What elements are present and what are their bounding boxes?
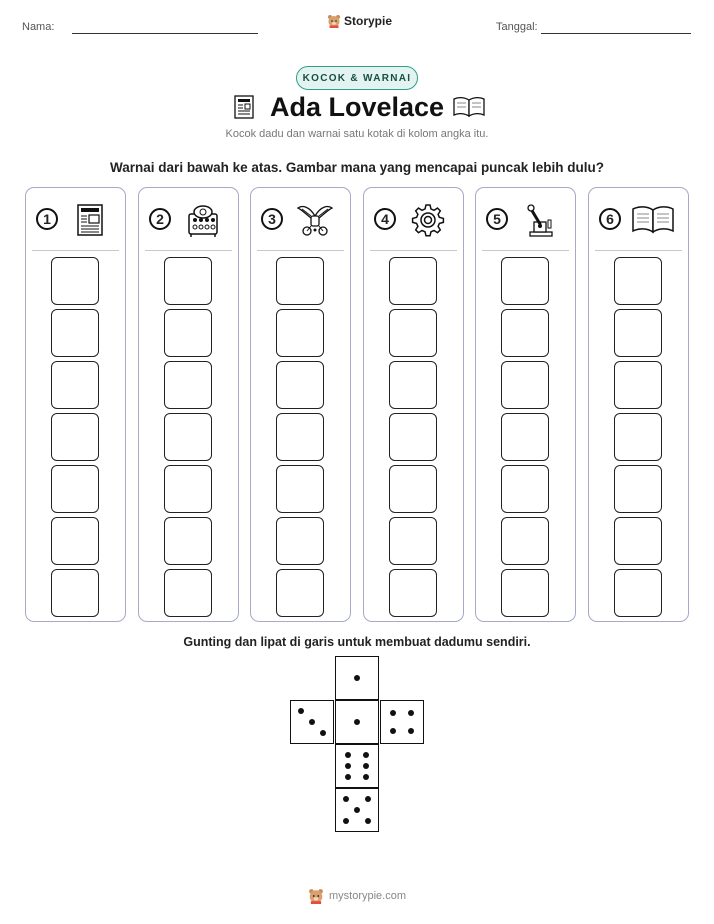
- color-box[interactable]: [51, 309, 99, 357]
- pip: [365, 796, 371, 802]
- column-3: [250, 187, 351, 622]
- name-label: Nama:: [22, 21, 55, 33]
- column-header: [139, 188, 238, 250]
- pip: [390, 728, 396, 734]
- color-box[interactable]: [164, 257, 212, 305]
- color-box[interactable]: [51, 517, 99, 565]
- color-box[interactable]: [501, 361, 549, 409]
- die-face-6: [335, 744, 379, 788]
- column-number: 2: [149, 208, 171, 230]
- pip: [354, 807, 360, 813]
- pip: [354, 675, 360, 681]
- brand-name: Storypie: [344, 14, 393, 28]
- footer-url[interactable]: mystorypie.com: [328, 890, 407, 902]
- color-box[interactable]: [164, 413, 212, 461]
- column-number: 4: [374, 208, 396, 230]
- color-box[interactable]: [276, 465, 324, 513]
- subtitle: Kocok dadu dan warnai satu kotak di kolom angka itu.: [225, 128, 489, 140]
- lever-icon: [522, 202, 558, 238]
- pip: [345, 752, 351, 758]
- column-number: 1: [36, 208, 58, 230]
- color-box[interactable]: [164, 309, 212, 357]
- color-box[interactable]: [276, 517, 324, 565]
- column-divider: [595, 250, 682, 251]
- column-divider: [370, 250, 457, 251]
- color-box[interactable]: [614, 569, 662, 617]
- newspaper-icon: [72, 202, 108, 238]
- column-number: 6: [599, 208, 621, 230]
- pip: [343, 796, 349, 802]
- color-box[interactable]: [389, 309, 437, 357]
- color-box[interactable]: [389, 361, 437, 409]
- color-box[interactable]: [501, 569, 549, 617]
- color-box[interactable]: [389, 465, 437, 513]
- color-box[interactable]: [276, 309, 324, 357]
- column-6: [588, 187, 689, 622]
- color-box[interactable]: [164, 361, 212, 409]
- column-2: [138, 187, 239, 622]
- die-face-1: [335, 700, 379, 744]
- pip: [298, 708, 304, 714]
- color-box[interactable]: [614, 413, 662, 461]
- color-box[interactable]: [614, 361, 662, 409]
- pip: [408, 728, 414, 734]
- color-box[interactable]: [276, 569, 324, 617]
- color-box[interactable]: [389, 413, 437, 461]
- color-box[interactable]: [501, 413, 549, 461]
- pip: [309, 719, 315, 725]
- pip: [320, 730, 326, 736]
- color-box[interactable]: [51, 465, 99, 513]
- column-divider: [32, 250, 119, 251]
- pip: [363, 774, 369, 780]
- die-face-1: [335, 656, 379, 700]
- color-box[interactable]: [276, 361, 324, 409]
- color-box[interactable]: [51, 569, 99, 617]
- column-header: [589, 188, 688, 250]
- column-divider: [145, 250, 232, 251]
- pip: [390, 710, 396, 716]
- pip: [363, 763, 369, 769]
- column-number: 3: [261, 208, 283, 230]
- color-box[interactable]: [614, 309, 662, 357]
- column-header: [476, 188, 575, 250]
- cut-instruction: Gunting dan lipat di garis untuk membuat dadumu sendiri.: [183, 635, 531, 649]
- date-line[interactable]: [541, 33, 691, 34]
- die-face-3: [290, 700, 334, 744]
- pip: [345, 774, 351, 780]
- instruction: Warnai dari bawah ke atas. Gambar mana yang mencapai puncak lebih dulu?: [110, 160, 604, 175]
- column-4: [363, 187, 464, 622]
- die-net[interactable]: [290, 656, 424, 836]
- column-header: [251, 188, 350, 250]
- activity-badge: KOCOK & WARNAI: [296, 66, 418, 90]
- die-face-4: [380, 700, 424, 744]
- color-box[interactable]: [614, 257, 662, 305]
- column-5: [475, 187, 576, 622]
- color-box[interactable]: [51, 413, 99, 461]
- footer: [0, 888, 714, 904]
- pip: [363, 752, 369, 758]
- pip: [408, 710, 414, 716]
- color-box[interactable]: [501, 517, 549, 565]
- column-divider: [482, 250, 569, 251]
- open-book-icon: [452, 95, 486, 119]
- color-box[interactable]: [501, 465, 549, 513]
- column-header: [26, 188, 125, 250]
- color-box[interactable]: [164, 465, 212, 513]
- bear-mascot-icon: [308, 888, 324, 904]
- color-box[interactable]: [389, 257, 437, 305]
- open-book-icon: [631, 202, 675, 238]
- color-box[interactable]: [276, 257, 324, 305]
- page-title: Ada Lovelace: [269, 92, 445, 122]
- flying-machine-icon: [295, 202, 335, 238]
- bear-mascot-icon: [327, 14, 341, 28]
- date-label: Tanggal:: [496, 21, 538, 33]
- brand-logo: [327, 14, 392, 28]
- pip: [343, 818, 349, 824]
- gear-icon: [410, 202, 446, 238]
- color-box[interactable]: [276, 413, 324, 461]
- die-face-5: [335, 788, 379, 832]
- color-box[interactable]: [389, 517, 437, 565]
- pip: [345, 763, 351, 769]
- color-box[interactable]: [501, 309, 549, 357]
- column-header: [364, 188, 463, 250]
- name-line[interactable]: [72, 33, 258, 34]
- calculating-machine-icon: [185, 202, 221, 238]
- pip: [365, 818, 371, 824]
- color-box[interactable]: [614, 465, 662, 513]
- color-box[interactable]: [389, 569, 437, 617]
- pip: [354, 719, 360, 725]
- color-box[interactable]: [51, 257, 99, 305]
- color-box[interactable]: [51, 361, 99, 409]
- color-box[interactable]: [164, 569, 212, 617]
- color-box[interactable]: [614, 517, 662, 565]
- color-box[interactable]: [164, 517, 212, 565]
- color-box[interactable]: [501, 257, 549, 305]
- column-number: 5: [486, 208, 508, 230]
- column-divider: [257, 250, 344, 251]
- column-1: [25, 187, 126, 622]
